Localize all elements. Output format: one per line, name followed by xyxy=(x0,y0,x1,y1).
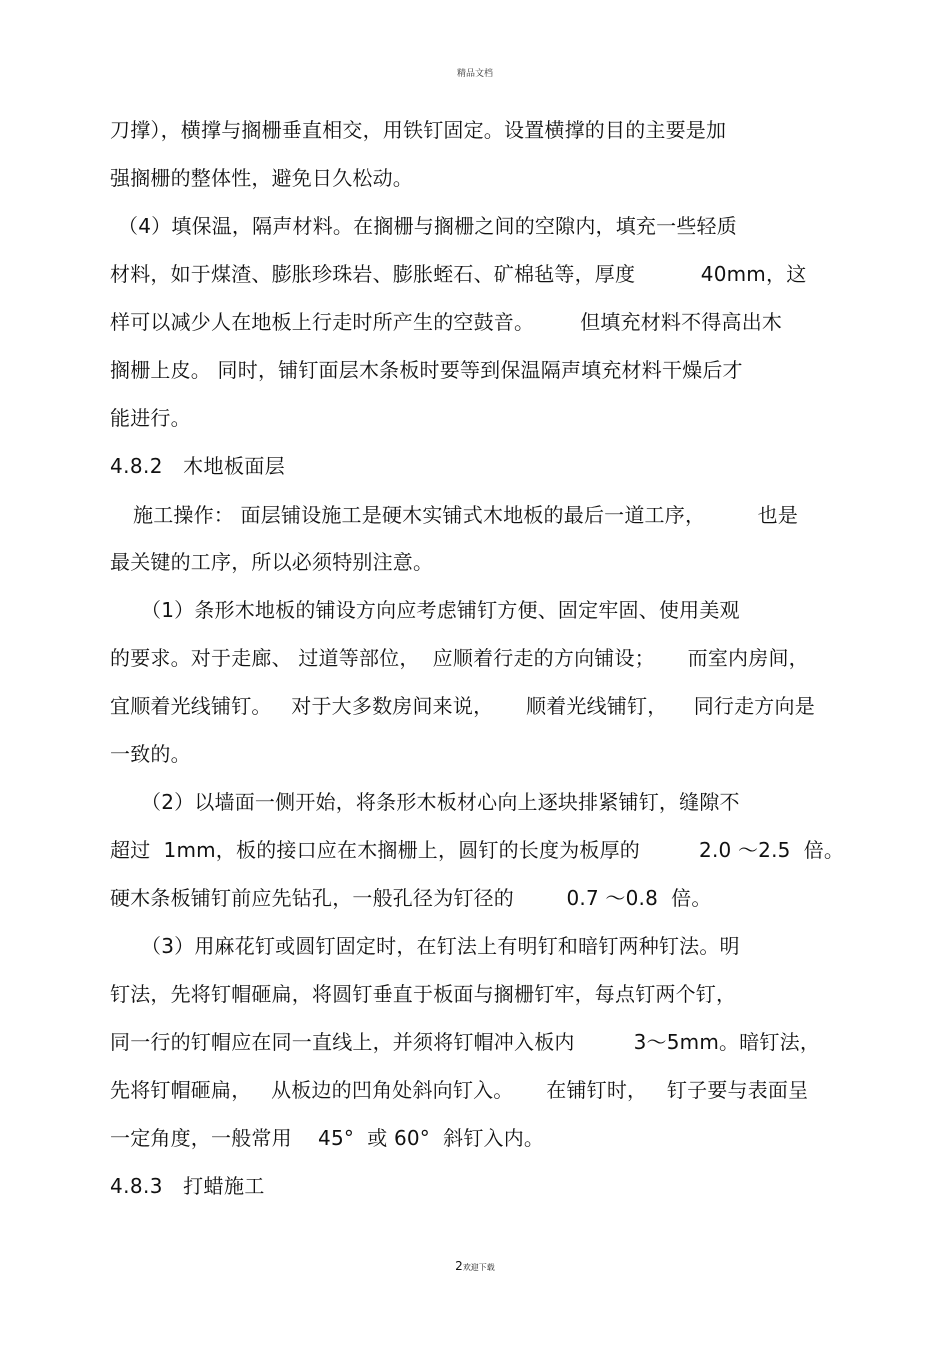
text-line: 施工操作： 面层铺设施工是硬木实铺式木地板的最后一道工序， 也是 xyxy=(133,503,799,527)
page-number: 2 xyxy=(455,1259,463,1273)
text-line: 超过 1mm，板的接口应在木搁栅上，圆钉的长度为板厚的 2.0 ～2.5 倍。 xyxy=(110,838,845,862)
text-line: （1）条形木地板的铺设方向应考虑铺钉方便、固定牢固、使用美观 xyxy=(141,598,740,622)
text-line: 钉法，先将钉帽砸扁，将圆钉垂直于板面与搁栅钉牢，每点钉两个钉， xyxy=(110,982,737,1006)
text-line: 一定角度，一般常用 45° 或 60° 斜钉入内。 xyxy=(110,1126,545,1150)
section-heading: 4.8.2 木地板面层 xyxy=(110,454,286,478)
text-line: 最关键的工序，所以必须特别注意。 xyxy=(110,550,434,574)
text-line: （2）以墙面一侧开始，将条形木板材心向上逐块排紧铺钉，缝隙不 xyxy=(141,790,740,814)
text-line: 同一行的钉帽应在同一直线上，并须将钉帽冲入板内 3～5mm。暗钉法， xyxy=(110,1030,821,1054)
text-line: （3）用麻花钉或圆钉固定时，在钉法上有明钉和暗钉两种钉法。明 xyxy=(141,934,740,958)
text-line: 能进行。 xyxy=(110,406,191,430)
text-line: 样可以减少人在地板上行走时所产生的空鼓音。 但填充材料不得高出木 xyxy=(110,310,783,334)
text-line: 硬木条板铺钉前应先钻孔，一般孔径为钉径的 0.7 ～0.8 倍。 xyxy=(110,886,712,910)
text-line: （4）填保温，隔声材料。在搁栅与搁栅之间的空隙内，填充一些轻质 xyxy=(118,214,737,238)
text-line: 搁栅上皮。 同时，铺钉面层木条板时要等到保温隔声填充材料干燥后才 xyxy=(110,358,743,382)
footer-note: 欢迎下载 xyxy=(462,1263,495,1272)
page-footer xyxy=(0,1259,950,1273)
text-line: 先将钉帽砸扁， 从板边的凹角处斜向钉入。 在铺钉时， 钉子要与表面呈 xyxy=(110,1078,809,1102)
section-heading: 4.8.3 打蜡施工 xyxy=(110,1174,265,1198)
text-line: 一致的。 xyxy=(110,742,191,766)
text-line: 材料，如于煤渣、膨胀珍珠岩、膨胀蛭石、矿棉毡等，厚度 40mm，这 xyxy=(110,262,807,286)
text-line: 刀撑），横撑与搁栅垂直相交，用铁钉固定。设置横撑的目的主要是加 xyxy=(110,118,727,142)
text-line: 宜顺着光线铺钉。 对于大多数房间来说， 顺着光线铺钉， 同行走方向是 xyxy=(110,694,815,718)
text-line: 强搁栅的整体性，避免日久松动。 xyxy=(110,166,413,190)
page-header-note: 精品文档 xyxy=(456,69,493,79)
text-line: 的要求。对于走廊、 过道等部位， 应顺着行走的方向铺设； 而室内房间， xyxy=(110,646,809,670)
